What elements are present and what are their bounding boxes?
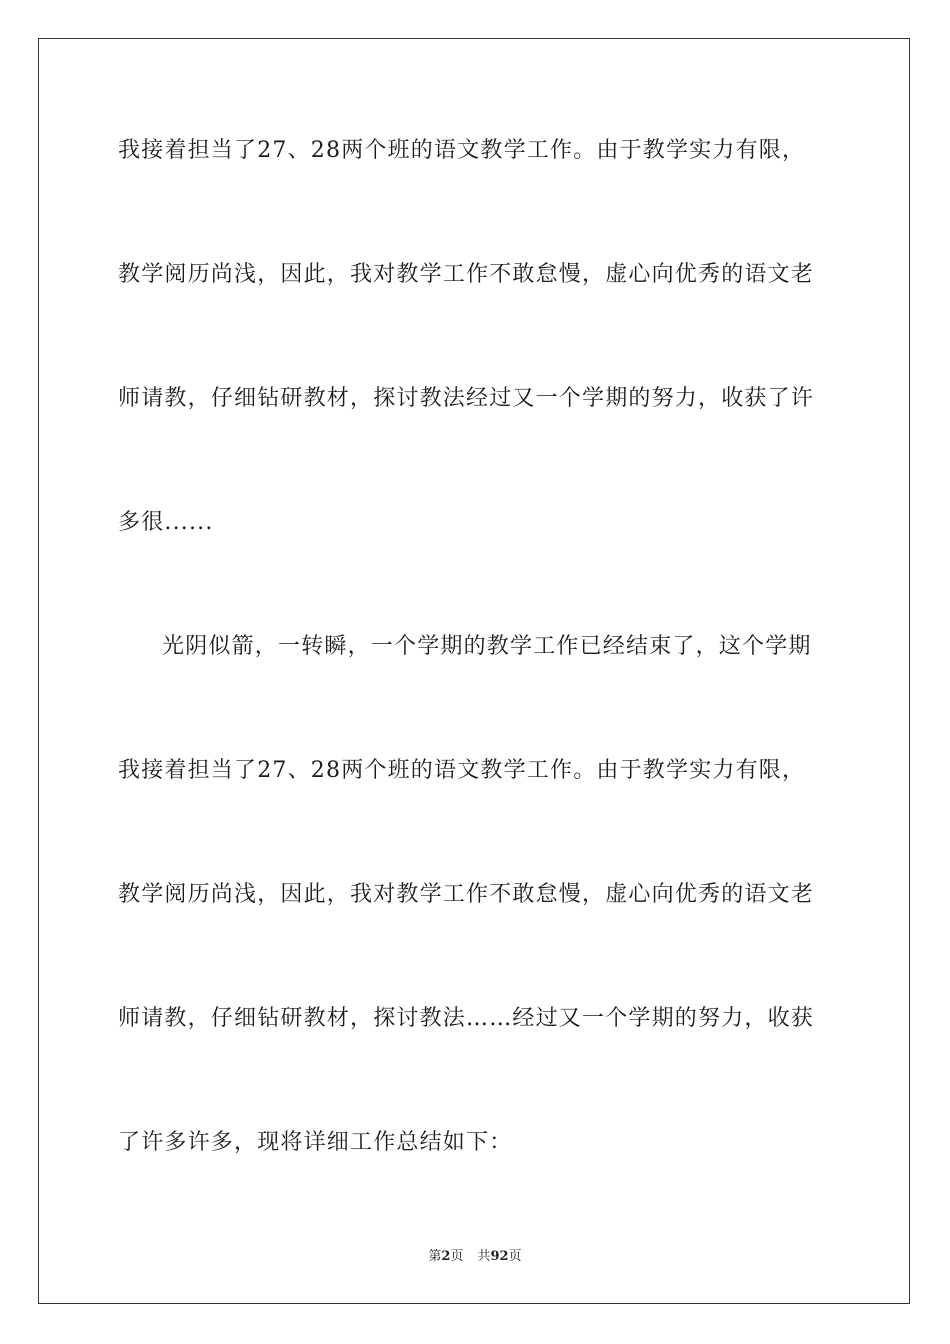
footer-page-number: 2 (441, 1249, 451, 1264)
footer-page-suffix: 页 (450, 1249, 464, 1264)
footer-total-pages: 92 (490, 1249, 509, 1264)
text-line-3: 师请教，仔细钻研教材，探讨教法经过又一个学期的努力，收获了许 (118, 386, 815, 411)
page-footer (0, 1248, 950, 1266)
text-line-4: 多很...... (118, 510, 214, 535)
text-line-2: 教学阅历尚浅，因此，我对教学工作不敢怠慢，虚心向优秀的语文老 (118, 262, 815, 287)
text-line-5: 光阴似箭，一转瞬，一个学期的教学工作已经结束了，这个学期 (162, 634, 812, 659)
page-border (38, 38, 910, 1304)
text-line-1: 我接着担当了27、28两个班的语文教学工作。由于教学实力有限， (118, 138, 806, 163)
text-line-6: 我接着担当了27、28两个班的语文教学工作。由于教学实力有限， (118, 758, 806, 783)
footer-total-suffix: 页 (508, 1249, 522, 1264)
text-line-9: 了许多许多，现将详细工作总结如下： (118, 1130, 513, 1155)
footer-total-prefix: 共 (477, 1249, 491, 1264)
text-line-8: 师请教，仔细钻研教材，探讨教法……经过又一个学期的努力，收获 (118, 1006, 815, 1031)
footer-page-prefix: 第 (428, 1249, 442, 1264)
text-line-7: 教学阅历尚浅，因此，我对教学工作不敢怠慢，虚心向优秀的语文老 (118, 882, 815, 907)
